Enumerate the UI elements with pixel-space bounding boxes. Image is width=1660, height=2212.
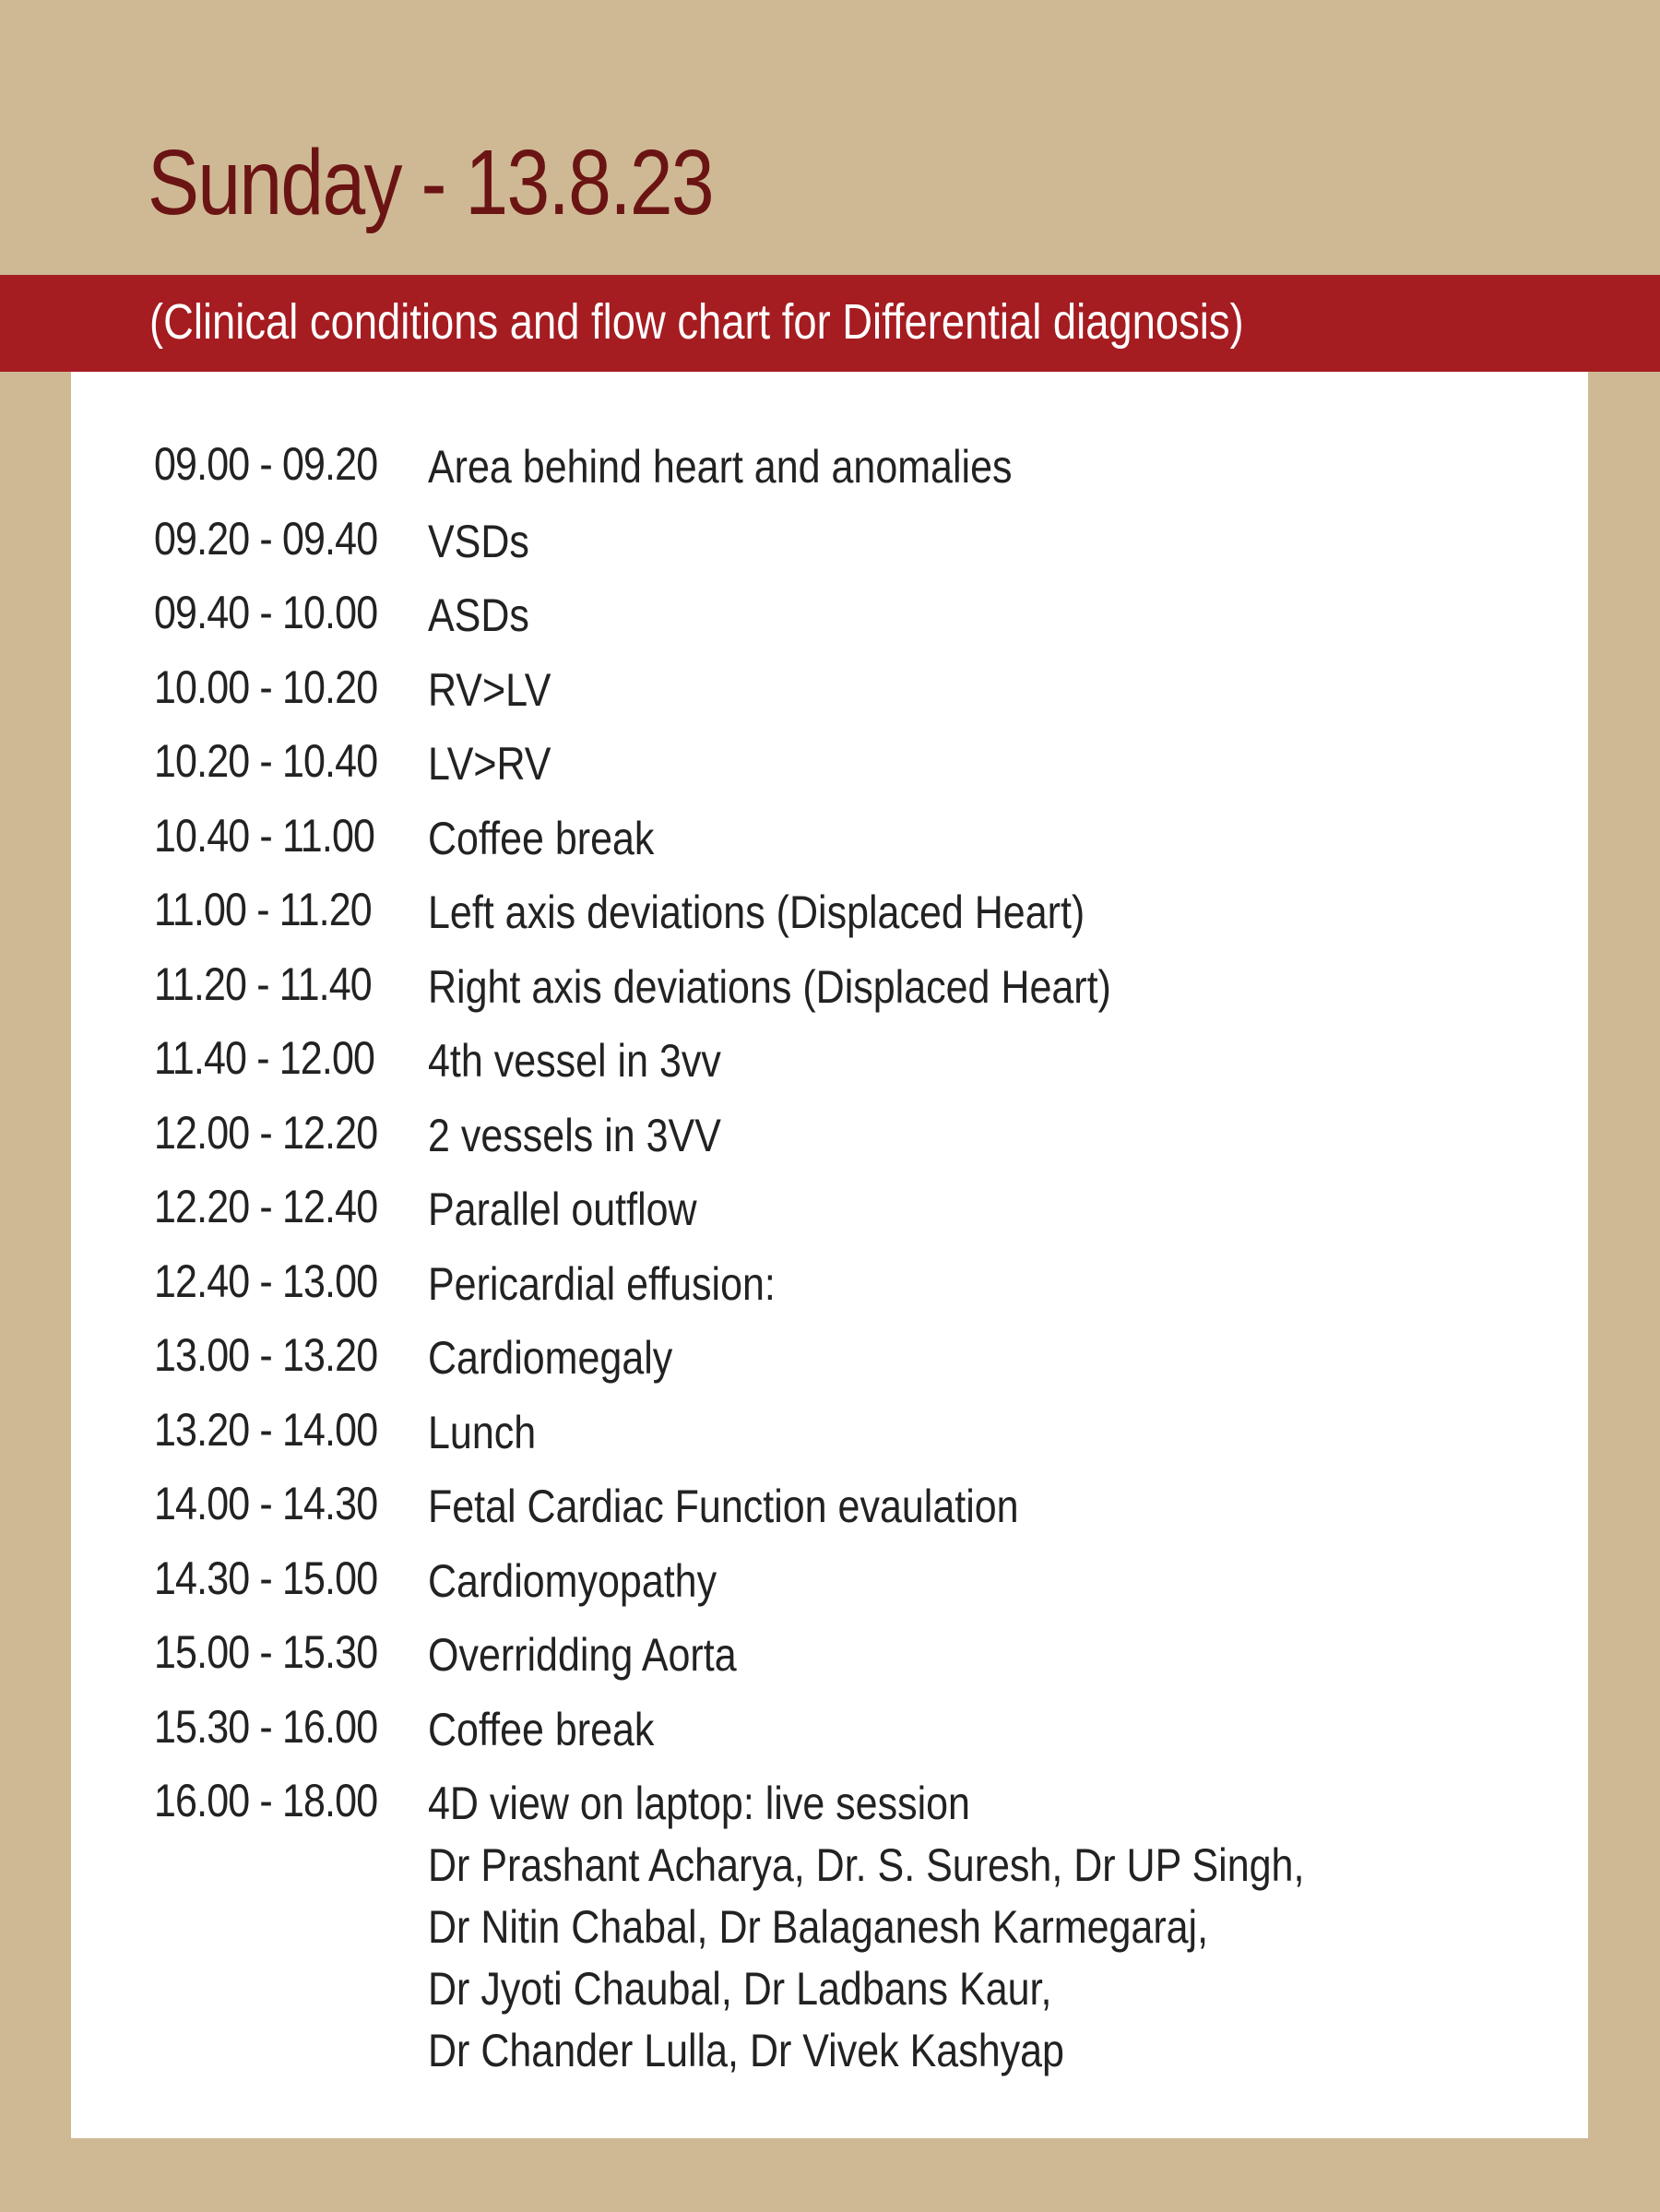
session-time: 10.40 - 11.00	[154, 809, 375, 862]
schedule-list	[154, 436, 1537, 2082]
session-topic: VSDs	[428, 515, 529, 567]
schedule-row	[154, 660, 1537, 734]
faculty-line: Dr Nitin Chabal, Dr Balaganesh Karmegaraj,	[428, 1901, 1209, 1953]
session-time: 14.30 - 15.00	[154, 1552, 378, 1604]
session-topic: Pericardial effusion:	[428, 1257, 776, 1310]
schedule-row	[154, 511, 1537, 586]
session-time: 10.00 - 10.20	[154, 660, 378, 713]
session-topic: Coffee break	[428, 812, 655, 864]
live-session-title: 4D view on laptop: live session	[428, 1778, 970, 1829]
session-topic: Cardiomyopathy	[428, 1554, 717, 1607]
schedule-row	[154, 733, 1537, 808]
schedule-row	[154, 1402, 1537, 1477]
schedule-row	[154, 1699, 1537, 1774]
schedule-row	[154, 882, 1537, 957]
faculty-line: Dr Jyoti Chaubal, Dr Ladbans Kaur,	[428, 1963, 1052, 2015]
session-topic: Coffee break	[428, 1703, 655, 1755]
session-topic: Overridding Aorta	[428, 1629, 737, 1681]
schedule-row	[154, 1254, 1537, 1328]
session-time: 10.20 - 10.40	[154, 735, 378, 787]
session-time: 14.00 - 14.30	[154, 1478, 378, 1529]
session-topic: Area behind heart and anomalies	[428, 441, 1013, 493]
session-time: 13.00 - 13.20	[154, 1329, 378, 1381]
schedule-row	[154, 957, 1537, 1031]
faculty-line: Dr Prashant Acharya, Dr. S. Suresh, Dr UP Singh,	[428, 1839, 1305, 1891]
schedule-row	[154, 1030, 1537, 1105]
session-time: 11.20 - 11.40	[154, 957, 372, 1010]
schedule-row	[154, 585, 1537, 660]
schedule-row	[154, 436, 1537, 511]
session-time: 12.20 - 12.40	[154, 1181, 378, 1232]
schedule-panel	[71, 372, 1588, 2138]
page-title: Sunday - 13.8.23	[148, 131, 713, 234]
session-time: 15.30 - 16.00	[154, 1700, 378, 1753]
session-time: 16.00 - 18.00	[154, 1775, 378, 1826]
session-topic: 2 vessels in 3VV	[428, 1109, 721, 1161]
schedule-row	[154, 1476, 1537, 1551]
session-time: 12.40 - 13.00	[154, 1255, 378, 1307]
faculty-line: Dr Chander Lulla, Dr Vivek Kashyap	[428, 2025, 1064, 2076]
session-time: 11.00 - 11.20	[154, 884, 372, 935]
session-time: 09.20 - 09.40	[154, 512, 378, 565]
session-time: 15.00 - 15.30	[154, 1626, 378, 1678]
session-topic: Parallel outflow	[428, 1183, 697, 1235]
session-time: 12.00 - 12.20	[154, 1106, 378, 1159]
session-topic: Fetal Cardiac Function evaulation	[428, 1481, 1019, 1532]
session-time: 09.40 - 10.00	[154, 587, 378, 638]
schedule-row-live-session	[154, 1773, 1537, 2082]
session-time: 13.20 - 14.00	[154, 1403, 378, 1456]
session-time: 09.00 - 09.20	[154, 438, 378, 490]
session-time: 11.40 - 12.00	[154, 1032, 375, 1084]
schedule-row	[154, 1624, 1537, 1699]
session-topic: Right axis deviations (Displaced Heart)	[428, 960, 1111, 1013]
schedule-row	[154, 1105, 1537, 1180]
schedule-row	[154, 1327, 1537, 1402]
session-topic: Left axis deviations (Displaced Heart)	[428, 886, 1085, 938]
session-topic	[428, 1773, 1537, 2082]
schedule-row	[154, 808, 1537, 883]
subtitle-banner	[0, 275, 1660, 372]
session-topic: Lunch	[428, 1406, 537, 1458]
session-topic: 4th vessel in 3vv	[428, 1035, 721, 1087]
subtitle: (Clinical conditions and flow chart for Differential diagnosis)	[149, 294, 1244, 350]
session-topic: ASDs	[428, 589, 529, 641]
session-topic: LV>RV	[428, 738, 551, 790]
schedule-row	[154, 1179, 1537, 1254]
session-topic: Cardiomegaly	[428, 1332, 673, 1384]
schedule-row	[154, 1551, 1537, 1625]
session-topic: RV>LV	[428, 663, 551, 716]
